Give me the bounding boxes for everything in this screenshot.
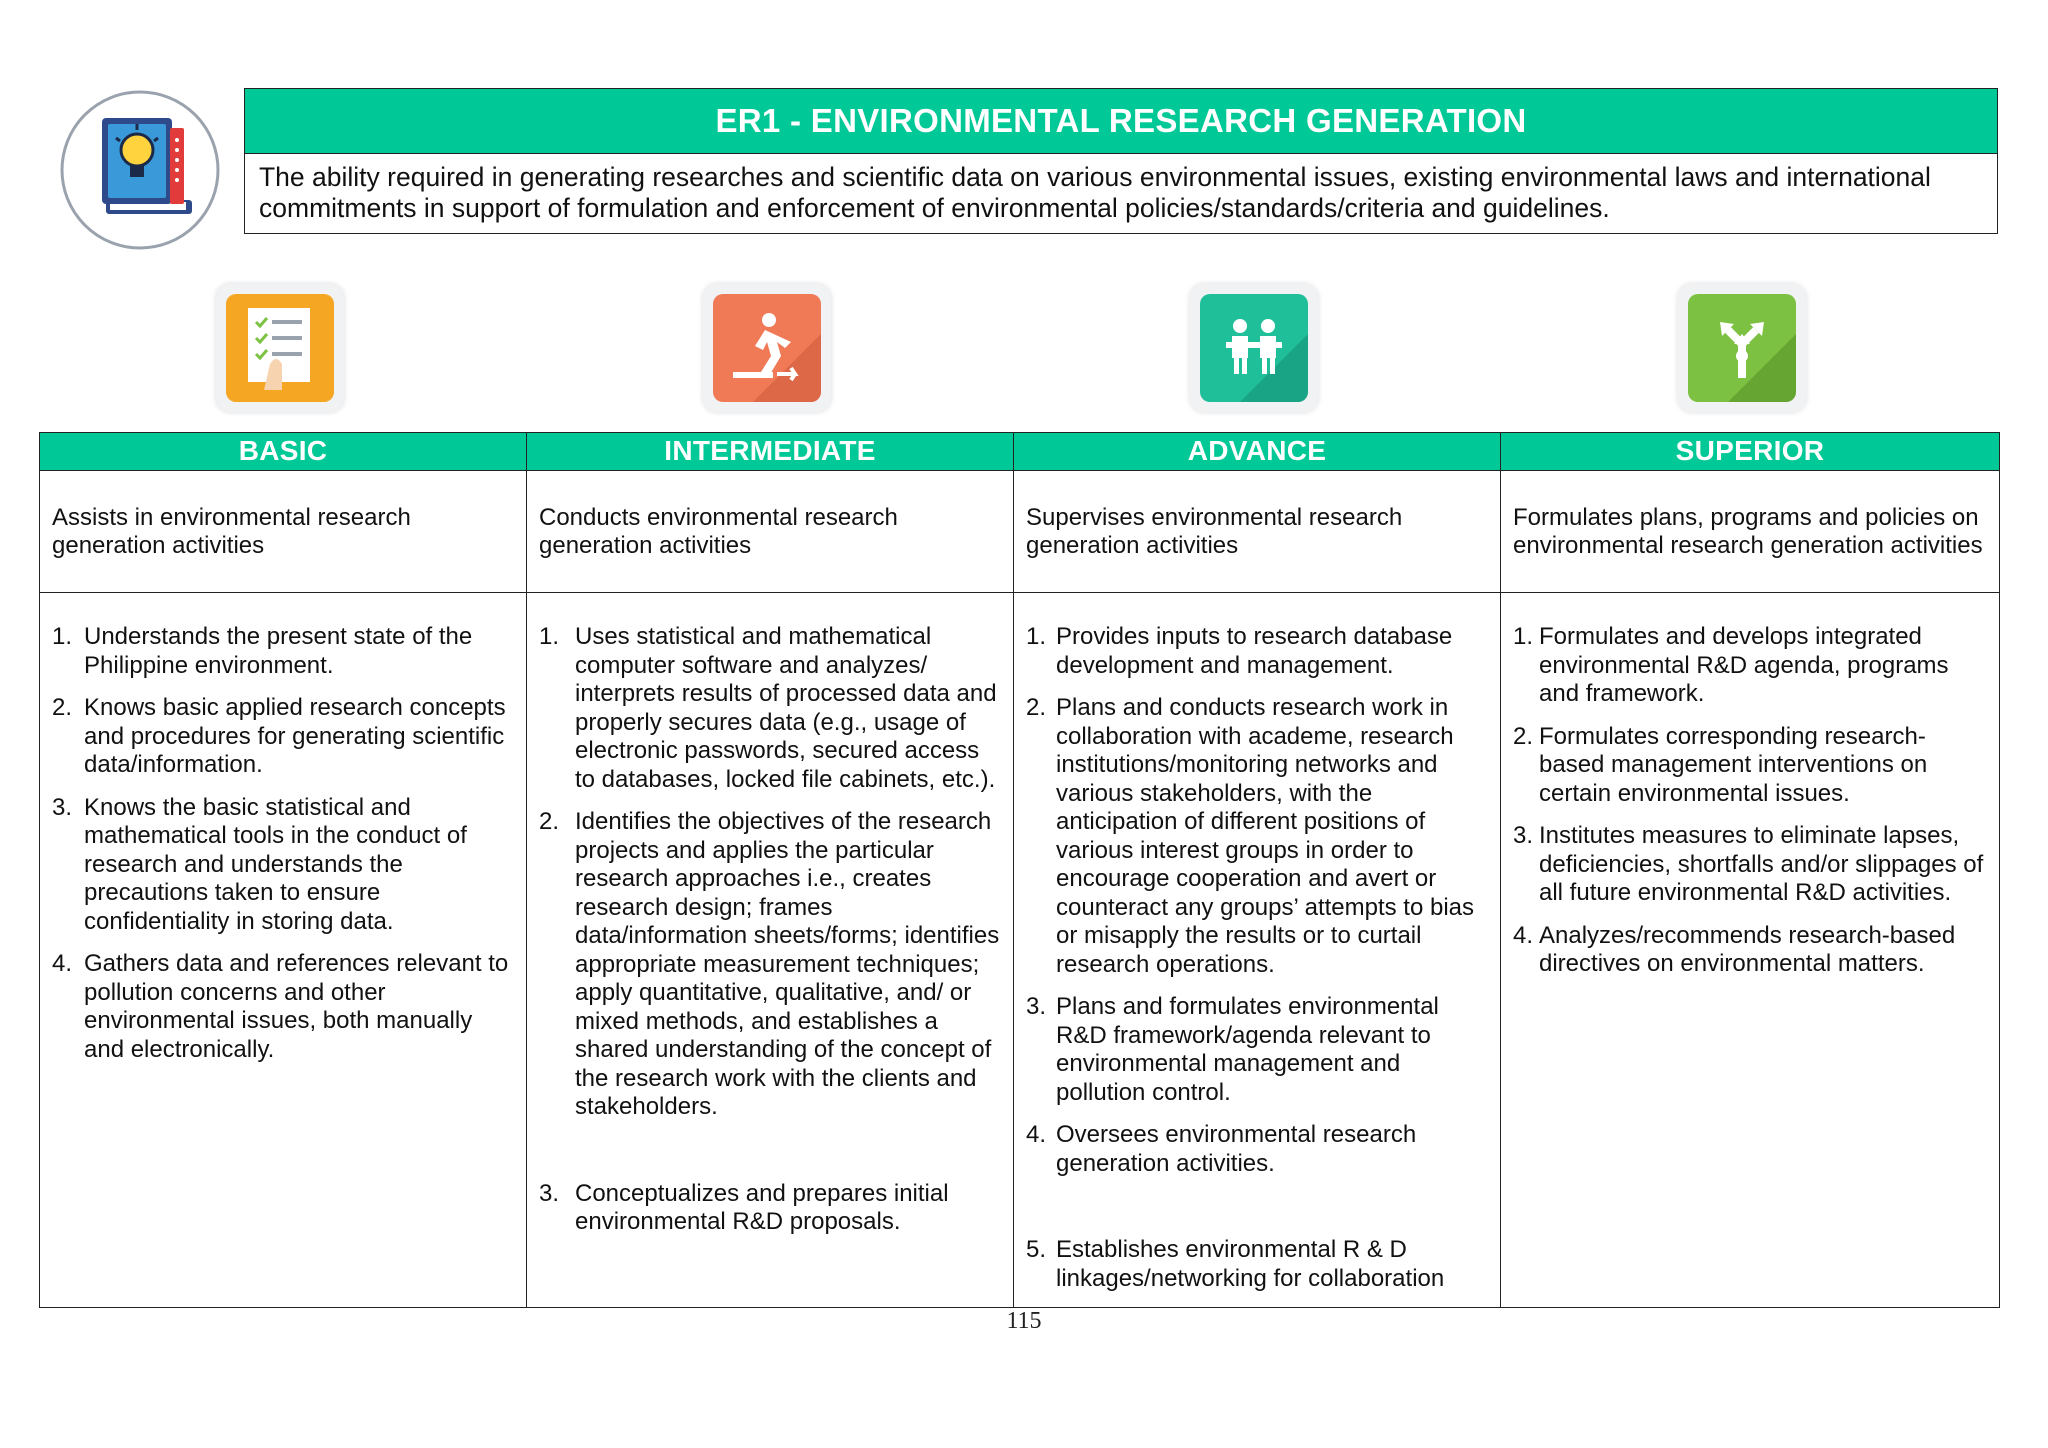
list-item: 3. Institutes measures to eliminate lapses, deficiencies, shortfalls and/or slippages of all future environmental R&D activities. [1513,822,1984,906]
level-summary-row [40,471,2000,593]
page-number: 115 [1006,1308,1042,1334]
level-header-row [40,433,2000,471]
summary-superior: Formulates plans, programs and policies on environmental research generation activities [1501,471,2000,593]
competency-header [244,88,1998,234]
list-item: 4. Gathers data and references relevant to pollution concerns and other environmental issues, both manually and electronically. [52,950,509,1063]
summary-basic: Assists in environmental research generation activities [40,471,527,593]
logo [58,88,222,252]
person-stairs-icon [713,294,821,402]
list-item: 1. Formulates and develops integrated environmental R&D agenda, programs and framework. [1513,623,1949,707]
list-item: 4. Oversees environmental research generation activities. [1026,1121,1417,1177]
indicators-advance [1014,593,1501,1308]
diverging-arrows-icon [1688,294,1796,402]
intermediate-level-icon [703,284,831,412]
indicators-basic [40,593,527,1308]
list-item: 3. Conceptualizes and prepares initial environmental R&D proposals. [539,1179,949,1235]
basic-level-icon [216,284,344,412]
indicators-superior [1501,593,2000,1308]
list-item: 3. Plans and formulates environmental R&D framework/agenda relevant to environmental management and pollution control. [1026,993,1439,1106]
level-header-superior: SUPERIOR [1501,433,2000,471]
list-item: 1. Uses statistical and mathematical computer software and analyzes/ interprets results of processed data and properly secures data (e.g., usage of electronic passwords, secured access to databases, locked file cabinets, etc.). [539,623,997,793]
level-header-advance: ADVANCE [1014,433,1501,471]
list-item: 2. Plans and conducts research work in collaboration with academe, research institutions/monitoring networks and various stakeholders, with the anticipation of different positions of various interest groups in order to encourage cooperation and avert or counteract any groups’ attempts to bias or misapply the results or to curtail research operations. [1026,694,1475,978]
indicators-intermediate [527,593,1014,1308]
team-people-icon [1200,294,1308,402]
level-indicators-row [40,593,2000,1308]
list-item: 2. Formulates corresponding research-based management interventions on certain environmental issues. [1513,722,1928,807]
competency-description: The ability required in generating researches and scientific data on various environmental issues, existing environmental laws and international commitments in support of formulation and enforcement of environmental policies/standards/criteria and guidelines. [259,162,1931,223]
list-item: 5. Establishes environmental R & D linkages/networking for collaboration [1026,1236,1445,1292]
advance-level-icon [1190,284,1318,412]
level-header-basic: BASIC [40,433,527,471]
competency-levels-table [39,432,2000,1308]
superior-level-icon [1678,284,1806,412]
list-item: 1. Understands the present state of the Philippine environment. [52,623,473,679]
list-item: 2. Knows basic applied research concepts and procedures for generating scientific data/information. [52,694,506,778]
summary-advance: Supervises environmental research generation activities [1014,471,1501,593]
summary-intermediate: Conducts environmental research generation activities [527,471,1014,593]
checklist-clipboard-icon [226,294,334,402]
level-header-intermediate: INTERMEDIATE [527,433,1014,471]
list-item: 3. Knows the basic statistical and mathematical tools in the conduct of research and understands the precautions taken to ensure confidentiality in storing data. [52,793,467,935]
list-item: 4. Analyzes/recommends research-based directives on environmental matters. [1513,921,1956,977]
competency-title: ER1 - ENVIRONMENTAL RESEARCH GENERATION [245,89,1997,154]
lightbulb-book-icon [58,88,222,252]
list-item: 1. Provides inputs to research database development and management. [1026,623,1453,679]
list-item: 2. Identifies the objectives of the research projects and applies the particular research approaches i.e., creates research design; frames data/information sheets/forms; identifies appropriate measurement techniques; apply quantitative, qualitative, and/ or mixed methods, and establishes a shared understanding of the concept of the research work with the clients and stakeholders. [539,808,1000,1120]
